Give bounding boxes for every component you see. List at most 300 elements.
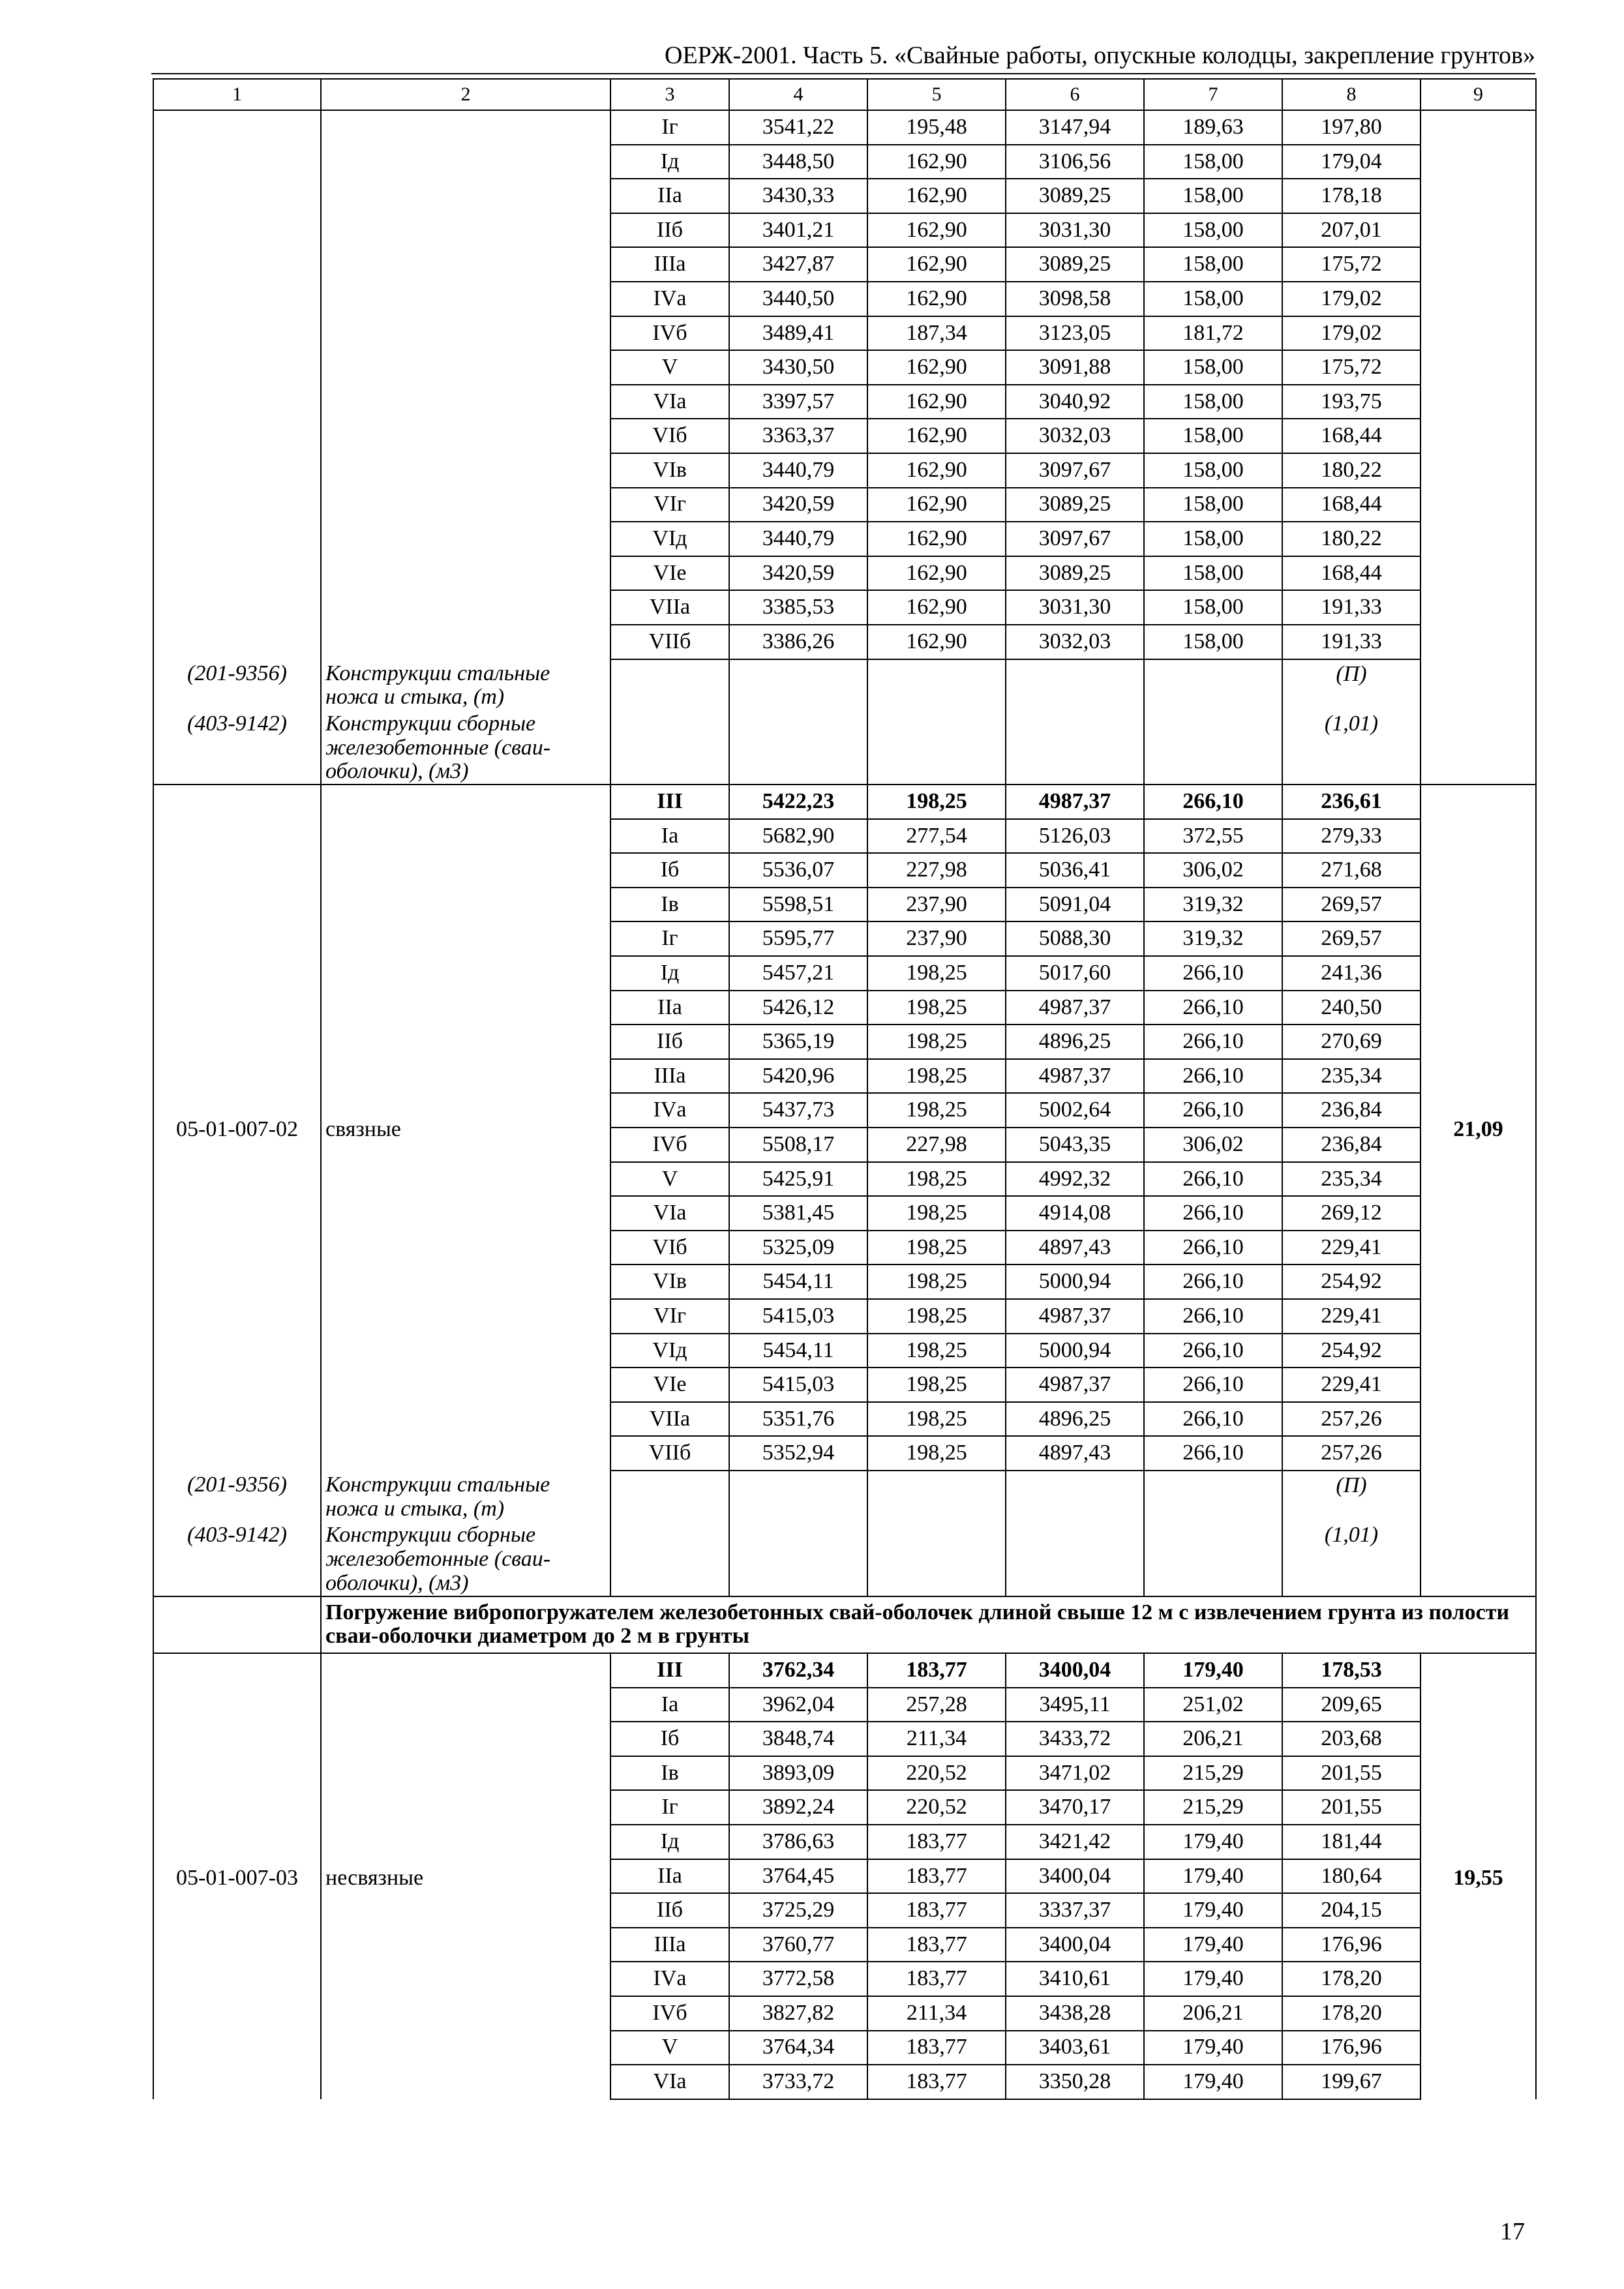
price-value-cell: 162,90: [867, 488, 1006, 522]
empty-cell: [153, 1596, 321, 1653]
material-row: [153, 1471, 1536, 1521]
price-value-cell: 240,50: [1282, 991, 1421, 1025]
price-value-cell: 3089,25: [1006, 488, 1144, 522]
empty-cell: [867, 710, 1006, 785]
price-value-cell: 179,40: [1144, 1653, 1282, 1688]
price-value-cell: 3337,37: [1006, 1893, 1144, 1928]
territory-class-cell: VIа: [610, 1196, 729, 1231]
price-value-cell: 236,61: [1282, 785, 1421, 819]
material-row: [153, 1521, 1536, 1596]
price-value-cell: 3363,37: [729, 419, 867, 453]
territory-class-cell: IIб: [610, 1025, 729, 1059]
empty-cell: [729, 659, 867, 710]
price-value-cell: 162,90: [867, 419, 1006, 453]
price-value-cell: 4987,37: [1006, 1299, 1144, 1334]
price-value-cell: 5365,19: [729, 1025, 867, 1059]
territory-class-cell: III: [610, 1653, 729, 1688]
price-value-cell: 5351,76: [729, 1402, 867, 1437]
price-value-cell: 266,10: [1144, 1162, 1282, 1197]
price-value-cell: 3541,22: [729, 110, 867, 145]
territory-class-cell: IVа: [610, 1962, 729, 1996]
price-value-cell: 215,29: [1144, 1790, 1282, 1825]
price-value-cell: 3123,05: [1006, 316, 1144, 351]
territory-class-cell: Iв: [610, 888, 729, 922]
price-value-cell: 241,36: [1282, 956, 1421, 991]
price-value-cell: 306,02: [1144, 1128, 1282, 1162]
territory-class-cell: VIIа: [610, 1402, 729, 1437]
price-value-cell: 162,90: [867, 145, 1006, 179]
price-value-cell: 158,00: [1144, 453, 1282, 488]
column-number: 1: [153, 79, 321, 110]
price-value-cell: 183,77: [867, 2065, 1006, 2099]
price-value-cell: 5508,17: [729, 1128, 867, 1162]
price-value-cell: 266,10: [1144, 1436, 1282, 1471]
price-value-cell: 162,90: [867, 625, 1006, 659]
price-value-cell: 181,72: [1144, 316, 1282, 351]
territory-class-cell: VIв: [610, 1264, 729, 1299]
price-value-cell: 198,25: [867, 1025, 1006, 1059]
price-value-cell: 3400,04: [1006, 1928, 1144, 1962]
section-title: Погружение вибропогружателем железобетонных свай-оболочек длиной свыше 12 м с извлечением грунта из полости сваи-оболочки диаметром до 2 м в грунты: [321, 1596, 1536, 1653]
empty-cell: [610, 710, 729, 785]
price-value-cell: 158,00: [1144, 282, 1282, 316]
price-value-cell: 207,01: [1282, 213, 1421, 248]
territory-class-cell: VIе: [610, 1368, 729, 1402]
price-value-cell: 162,90: [867, 179, 1006, 213]
price-value-cell: 266,10: [1144, 785, 1282, 819]
empty-cell: [610, 1521, 729, 1596]
price-value-cell: 3733,72: [729, 2065, 867, 2099]
price-value-cell: 206,21: [1144, 1996, 1282, 2031]
territory-class-cell: Iб: [610, 1722, 729, 1756]
price-value-cell: 5091,04: [1006, 888, 1144, 922]
empty-cell: [1006, 1521, 1144, 1596]
price-value-cell: 5088,30: [1006, 921, 1144, 956]
price-value-cell: 195,48: [867, 110, 1006, 145]
price-value-cell: 3786,63: [729, 1825, 867, 1859]
price-value-cell: 3470,17: [1006, 1790, 1144, 1825]
price-value-cell: 3400,04: [1006, 1859, 1144, 1894]
territory-class-cell: IIIа: [610, 1059, 729, 1094]
territory-class-cell: IVа: [610, 282, 729, 316]
territory-class-cell: IIа: [610, 991, 729, 1025]
price-value-cell: 254,92: [1282, 1264, 1421, 1299]
rate-name-cell: [321, 110, 610, 659]
empty-cell: [867, 1471, 1006, 1521]
price-value-cell: 237,90: [867, 888, 1006, 922]
price-value-cell: 181,44: [1282, 1825, 1421, 1859]
price-value-cell: 158,00: [1144, 488, 1282, 522]
material-code: (201-9356): [153, 659, 321, 710]
territory-class-cell: IVа: [610, 1093, 729, 1128]
price-value-cell: 319,32: [1144, 921, 1282, 956]
price-value-cell: 3893,09: [729, 1756, 867, 1791]
price-value-cell: 266,10: [1144, 991, 1282, 1025]
price-value-cell: 3772,58: [729, 1962, 867, 1996]
territory-class-cell: IVб: [610, 1996, 729, 2031]
empty-cell: [1421, 1521, 1536, 1596]
territory-class-cell: Iв: [610, 1756, 729, 1791]
price-value-cell: 162,90: [867, 282, 1006, 316]
price-value-cell: 180,22: [1282, 522, 1421, 556]
price-value-cell: 180,22: [1282, 453, 1421, 488]
price-value-cell: 5536,07: [729, 853, 867, 888]
price-value-cell: 3433,72: [1006, 1722, 1144, 1756]
price-value-cell: 3040,92: [1006, 385, 1144, 419]
price-value-cell: 220,52: [867, 1790, 1006, 1825]
price-value-cell: 5325,09: [729, 1231, 867, 1265]
price-value-cell: 168,44: [1282, 488, 1421, 522]
material-code: (403-9142): [153, 1521, 321, 1596]
price-value-cell: 3760,77: [729, 1928, 867, 1962]
price-value-cell: 4897,43: [1006, 1231, 1144, 1265]
material-quantity: (1,01): [1282, 1521, 1421, 1596]
labor-rate-cell: [1421, 110, 1536, 659]
material-name: Конструкции стальные ножа и стыка, (т): [321, 1471, 610, 1521]
price-value-cell: 179,02: [1282, 282, 1421, 316]
price-value-cell: 198,25: [867, 956, 1006, 991]
material-row: [153, 659, 1536, 710]
territory-class-cell: VIд: [610, 522, 729, 556]
territory-class-cell: VIIа: [610, 590, 729, 625]
rate-name-cell: несвязные: [321, 1653, 610, 2099]
territory-class-cell: V: [610, 350, 729, 385]
price-value-cell: 3764,45: [729, 1859, 867, 1894]
price-value-cell: 266,10: [1144, 1231, 1282, 1265]
price-value-cell: 180,64: [1282, 1859, 1421, 1894]
territory-class-cell: VIа: [610, 385, 729, 419]
price-value-cell: 266,10: [1144, 1093, 1282, 1128]
rates-table-container: [153, 78, 1537, 2100]
price-value-cell: 227,98: [867, 1128, 1006, 1162]
material-name: Конструкции стальные ножа и стыка, (т): [321, 659, 610, 710]
price-value-cell: 198,25: [867, 1264, 1006, 1299]
column-number: 9: [1421, 79, 1536, 110]
price-value-cell: 235,34: [1282, 1162, 1421, 1197]
price-value-cell: 178,20: [1282, 1996, 1421, 2031]
price-value-cell: 158,00: [1144, 213, 1282, 248]
price-value-cell: 198,25: [867, 1093, 1006, 1128]
price-value-cell: 198,25: [867, 1059, 1006, 1094]
rates-table: [153, 78, 1537, 2100]
price-value-cell: 3495,11: [1006, 1688, 1144, 1722]
rate-code-cell: [153, 110, 321, 659]
territory-class-cell: IVб: [610, 1128, 729, 1162]
section-heading-row: [153, 1596, 1536, 1653]
price-value-cell: 198,25: [867, 1402, 1006, 1437]
price-value-cell: 158,00: [1144, 145, 1282, 179]
price-value-cell: 162,90: [867, 590, 1006, 625]
territory-class-cell: VIв: [610, 453, 729, 488]
price-value-cell: 3438,28: [1006, 1996, 1144, 2031]
column-number: 6: [1006, 79, 1144, 110]
column-number: 5: [867, 79, 1006, 110]
price-value-cell: 5425,91: [729, 1162, 867, 1197]
territory-class-cell: VIб: [610, 419, 729, 453]
territory-class-cell: VIб: [610, 1231, 729, 1265]
price-value-cell: 215,29: [1144, 1756, 1282, 1791]
price-value-cell: 5036,41: [1006, 853, 1144, 888]
price-value-cell: 5426,12: [729, 991, 867, 1025]
price-value-cell: 158,00: [1144, 350, 1282, 385]
page-number: 17: [1500, 2218, 1525, 2245]
column-number: 4: [729, 79, 867, 110]
price-value-cell: 229,41: [1282, 1231, 1421, 1265]
territory-class-cell: IIа: [610, 179, 729, 213]
price-value-cell: 5422,23: [729, 785, 867, 819]
empty-cell: [1144, 1471, 1282, 1521]
material-quantity: (1,01): [1282, 710, 1421, 785]
territory-class-cell: Iб: [610, 853, 729, 888]
material-code: (403-9142): [153, 710, 321, 785]
price-value-cell: 5598,51: [729, 888, 867, 922]
territory-class-cell: VIа: [610, 2065, 729, 2099]
header-title: ОЕРЖ-2001. Часть 5. «Свайные работы, опускные колодцы, закрепление грунтов»: [665, 42, 1535, 69]
price-value-cell: 198,25: [867, 1368, 1006, 1402]
price-value-cell: 266,10: [1144, 1402, 1282, 1437]
price-value-cell: 257,26: [1282, 1402, 1421, 1437]
price-value-cell: 5017,60: [1006, 956, 1144, 991]
price-value-cell: 3762,34: [729, 1653, 867, 1688]
price-value-cell: 3440,50: [729, 282, 867, 316]
rate-code-cell: 05-01-007-03: [153, 1653, 321, 2099]
price-value-cell: 5000,94: [1006, 1334, 1144, 1368]
price-value-cell: 220,52: [867, 1756, 1006, 1791]
empty-cell: [1006, 1471, 1144, 1521]
table-row: [153, 785, 1536, 819]
price-value-cell: 198,25: [867, 1334, 1006, 1368]
price-value-cell: 175,72: [1282, 350, 1421, 385]
territory-class-cell: Iд: [610, 145, 729, 179]
price-value-cell: 3400,04: [1006, 1653, 1144, 1688]
price-value-cell: 3098,58: [1006, 282, 1144, 316]
price-value-cell: 269,57: [1282, 921, 1421, 956]
price-value-cell: 199,67: [1282, 2065, 1421, 2099]
price-value-cell: 3031,30: [1006, 213, 1144, 248]
territory-class-cell: Iа: [610, 819, 729, 854]
price-value-cell: 4992,32: [1006, 1162, 1144, 1197]
price-value-cell: 211,34: [867, 1722, 1006, 1756]
price-value-cell: 187,34: [867, 316, 1006, 351]
price-value-cell: 158,00: [1144, 385, 1282, 419]
price-value-cell: 183,77: [867, 2031, 1006, 2065]
price-value-cell: 4987,37: [1006, 991, 1144, 1025]
empty-cell: [729, 710, 867, 785]
price-value-cell: 179,40: [1144, 1928, 1282, 1962]
price-value-cell: 4987,37: [1006, 1368, 1144, 1402]
price-value-cell: 266,10: [1144, 1025, 1282, 1059]
territory-class-cell: VIд: [610, 1334, 729, 1368]
price-value-cell: 178,20: [1282, 1962, 1421, 1996]
price-value-cell: 3471,02: [1006, 1756, 1144, 1791]
price-value-cell: 179,02: [1282, 316, 1421, 351]
price-value-cell: 168,44: [1282, 556, 1421, 591]
price-value-cell: 3397,57: [729, 385, 867, 419]
price-value-cell: 179,04: [1282, 145, 1421, 179]
territory-class-cell: VIIб: [610, 625, 729, 659]
price-value-cell: 306,02: [1144, 853, 1282, 888]
price-value-cell: 279,33: [1282, 819, 1421, 854]
price-value-cell: 158,00: [1144, 556, 1282, 591]
column-number: 3: [610, 79, 729, 110]
price-value-cell: 175,72: [1282, 247, 1421, 282]
price-value-cell: 198,25: [867, 1436, 1006, 1471]
territory-class-cell: IVб: [610, 316, 729, 351]
price-value-cell: 5002,64: [1006, 1093, 1144, 1128]
price-value-cell: 179,40: [1144, 2031, 1282, 2065]
price-value-cell: 257,28: [867, 1688, 1006, 1722]
price-value-cell: 3440,79: [729, 522, 867, 556]
price-value-cell: 198,25: [867, 785, 1006, 819]
price-value-cell: 3420,59: [729, 488, 867, 522]
empty-cell: [1144, 1521, 1282, 1596]
empty-cell: [729, 1471, 867, 1521]
territory-class-cell: IIб: [610, 1893, 729, 1928]
price-value-cell: 3385,53: [729, 590, 867, 625]
price-value-cell: 266,10: [1144, 1264, 1282, 1299]
empty-cell: [1421, 710, 1536, 785]
price-value-cell: 319,32: [1144, 888, 1282, 922]
price-value-cell: 162,90: [867, 522, 1006, 556]
price-value-cell: 3106,56: [1006, 145, 1144, 179]
price-value-cell: 189,63: [1144, 110, 1282, 145]
price-value-cell: 183,77: [867, 1825, 1006, 1859]
price-value-cell: 266,10: [1144, 956, 1282, 991]
price-value-cell: 179,40: [1144, 1825, 1282, 1859]
price-value-cell: 201,55: [1282, 1790, 1421, 1825]
price-value-cell: 162,90: [867, 247, 1006, 282]
price-value-cell: 179,40: [1144, 1962, 1282, 1996]
price-value-cell: 3489,41: [729, 316, 867, 351]
price-value-cell: 158,00: [1144, 247, 1282, 282]
price-value-cell: 257,26: [1282, 1436, 1421, 1471]
price-value-cell: 3386,26: [729, 625, 867, 659]
price-value-cell: 178,53: [1282, 1653, 1421, 1688]
labor-rate-cell: 21,09: [1421, 785, 1536, 1471]
price-value-cell: 3421,42: [1006, 1825, 1144, 1859]
price-value-cell: 266,10: [1144, 1059, 1282, 1094]
price-value-cell: 183,77: [867, 1653, 1006, 1688]
price-value-cell: 3097,67: [1006, 522, 1144, 556]
price-value-cell: 5457,21: [729, 956, 867, 991]
price-value-cell: 236,84: [1282, 1093, 1421, 1128]
price-value-cell: 3350,28: [1006, 2065, 1144, 2099]
empty-cell: [1421, 659, 1536, 710]
price-value-cell: 201,55: [1282, 1756, 1421, 1791]
empty-cell: [610, 1471, 729, 1521]
territory-class-cell: IIб: [610, 213, 729, 248]
price-value-cell: 3440,79: [729, 453, 867, 488]
price-value-cell: 176,96: [1282, 2031, 1421, 2065]
price-value-cell: 271,68: [1282, 853, 1421, 888]
price-value-cell: 3091,88: [1006, 350, 1144, 385]
column-number: 7: [1144, 79, 1282, 110]
column-number-row: [153, 79, 1536, 110]
price-value-cell: 266,10: [1144, 1299, 1282, 1334]
price-value-cell: 3848,74: [729, 1722, 867, 1756]
price-value-cell: 158,00: [1144, 590, 1282, 625]
price-value-cell: 179,40: [1144, 1893, 1282, 1928]
price-value-cell: 203,68: [1282, 1722, 1421, 1756]
price-value-cell: 3427,87: [729, 247, 867, 282]
price-value-cell: 269,12: [1282, 1196, 1421, 1231]
rate-code-cell: 05-01-007-02: [153, 785, 321, 1471]
column-number: 2: [321, 79, 610, 110]
price-value-cell: 198,25: [867, 991, 1006, 1025]
price-value-cell: 191,33: [1282, 625, 1421, 659]
price-value-cell: 269,57: [1282, 888, 1421, 922]
price-value-cell: 158,00: [1144, 419, 1282, 453]
price-value-cell: 198,25: [867, 1299, 1006, 1334]
price-value-cell: 5126,03: [1006, 819, 1144, 854]
price-value-cell: 5437,73: [729, 1093, 867, 1128]
price-value-cell: 4987,37: [1006, 1059, 1144, 1094]
price-value-cell: 5682,90: [729, 819, 867, 854]
price-value-cell: 3032,03: [1006, 419, 1144, 453]
price-value-cell: 3430,33: [729, 179, 867, 213]
price-value-cell: 3401,21: [729, 213, 867, 248]
empty-cell: [729, 1521, 867, 1596]
price-value-cell: 266,10: [1144, 1196, 1282, 1231]
price-value-cell: 183,77: [867, 1928, 1006, 1962]
price-value-cell: 162,90: [867, 385, 1006, 419]
territory-class-cell: Iг: [610, 921, 729, 956]
price-value-cell: 3420,59: [729, 556, 867, 591]
price-value-cell: 183,77: [867, 1893, 1006, 1928]
material-quantity: (П): [1282, 1471, 1421, 1521]
table-body: [153, 79, 1536, 2099]
price-value-cell: 193,75: [1282, 385, 1421, 419]
price-value-cell: 3147,94: [1006, 110, 1144, 145]
price-value-cell: 197,80: [1282, 110, 1421, 145]
territory-class-cell: Iа: [610, 1688, 729, 1722]
price-value-cell: 266,10: [1144, 1368, 1282, 1402]
price-value-cell: 5595,77: [729, 921, 867, 956]
price-value-cell: 3032,03: [1006, 625, 1144, 659]
material-quantity: (П): [1282, 659, 1421, 710]
price-value-cell: 5415,03: [729, 1299, 867, 1334]
price-value-cell: 3448,50: [729, 145, 867, 179]
price-value-cell: 266,10: [1144, 1334, 1282, 1368]
empty-cell: [867, 1521, 1006, 1596]
price-value-cell: 227,98: [867, 853, 1006, 888]
material-name: Конструкции сборные железобетонные (сваи-оболочки), (м3): [321, 710, 610, 785]
price-value-cell: 204,15: [1282, 1893, 1421, 1928]
territory-class-cell: Iг: [610, 1790, 729, 1825]
price-value-cell: 3725,29: [729, 1893, 867, 1928]
price-value-cell: 3764,34: [729, 2031, 867, 2065]
column-number: 8: [1282, 79, 1421, 110]
empty-cell: [1006, 710, 1144, 785]
territory-class-cell: VIIб: [610, 1436, 729, 1471]
territory-class-cell: IIIа: [610, 247, 729, 282]
territory-class-cell: V: [610, 2031, 729, 2065]
price-value-cell: 3089,25: [1006, 179, 1144, 213]
price-value-cell: 162,90: [867, 213, 1006, 248]
price-value-cell: 191,33: [1282, 590, 1421, 625]
territory-class-cell: Iд: [610, 1825, 729, 1859]
empty-cell: [1006, 659, 1144, 710]
territory-class-cell: IIIа: [610, 1928, 729, 1962]
price-value-cell: 211,34: [867, 1996, 1006, 2031]
price-value-cell: 168,44: [1282, 419, 1421, 453]
territory-class-cell: VIе: [610, 556, 729, 591]
price-value-cell: 158,00: [1144, 625, 1282, 659]
price-value-cell: 198,25: [867, 1231, 1006, 1265]
price-value-cell: 3097,67: [1006, 453, 1144, 488]
empty-cell: [867, 659, 1006, 710]
price-value-cell: 5454,11: [729, 1264, 867, 1299]
